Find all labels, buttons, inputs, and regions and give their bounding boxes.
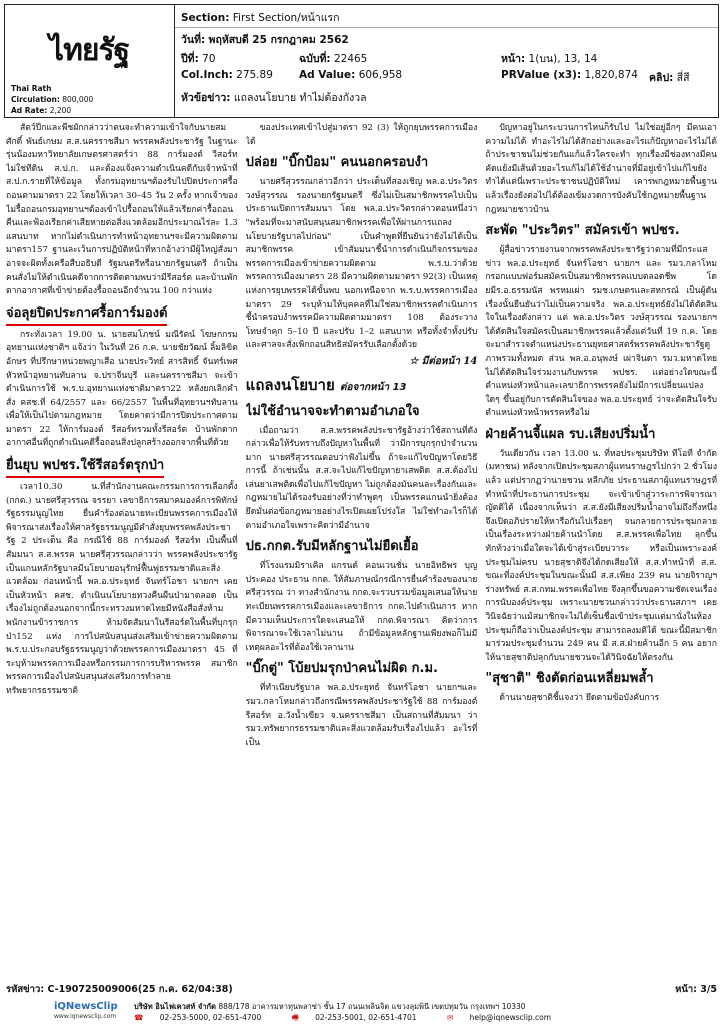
paragraph: ที่ทำเนียบรัฐบาล พล.อ.ประยุทธ์ จันทร์โอชา นายกฯและ รมว.กลาโหมกล่าวถึงกรณีพรรคพลังประชารัฐใช้ 88 การ์มองต์ รีสอร์ท อ.วังน้ำเขียว จ.นครราชสีมา เป็นสถานที่สัมมนา ว่า รมว.ทรัพยากรธรรมชาติและสิ่งแวดล้อมรับเรื่องไปแล้ว อะไรที่เป็น: [245, 683, 478, 748]
clip-value: สี่สี: [676, 72, 690, 84]
paragraph: เวลา10.30 น.ที่สำนักงานคณะกรรมการการเลือกตั้ง (กกต.) นายศรีสุวรรณ จรรยา เลขาธิการสมาคมองค์การพิทักษ์รัฐธรรมนูญไทย ยื่นคำร้องต่อนายทะเบียนพรรคการเมืองให้พิจารณาส่งเรื่องให้ศาลรัฐธรรมนูญมีคำสั่งยุบพรรคพลังประชารัฐ 2 ประเด็น คือ กรณีใช้ 88 การ์มองต์ รีสอร์ท เป็นพื้นที่สัมมนา ส.ส.พรรค นายศรีสุวรรณกล่าวว่า พรรคพลังประชารัฐเป็นแกนหลักรัฐบาลมีนโยบายอนุรักษ์ฟื้นฟูธรรมชาติและสิ่งแวดล้อม ก่อนหน้านี้ พล.อ.ประยุทธ์ จันทร์โอชา นายกฯ เคยเป็นหัวหน้า คสช. ดำเนินนโยบายทวงคืนผืนป่ามาตลอด เป็นเรื่องไม่ถูกต้องนอกจากนี้กระทรวงมหาดไทยมีหนังสือสั่งห้ามพนักงานข้าราชการ ห้ามจัดสัมนาในรีสอร์ตในพื้นที่บุกรุกป่า152 แห่ง การไปสนับสนุนส่งเสริมเข้าข่ายความผิดตาม พ.ร.บ.ประกอบรัฐธรรมนูญว่าด้วยพรรคการเมืองมาตรา 45 ที่ระบุห้ามพรรคการเมืองหรือกรรมการการบริหารพรรค สมาชิกพรรคการเมืองไปสนับสนุนส่งเสริมการทำลายทรัพยากรธรรมชาติ: [6, 482, 238, 696]
news-code-value: C-190725009006(25 ก.ค. 62/04:38): [47, 984, 233, 995]
subheading: ปล่อย "บิ๊กป้อม" คนนอกครอบงำ: [245, 155, 429, 171]
publication-meta: Thai Rath Circulation: 800,000 Ad Rate: 2,200: [11, 84, 94, 115]
page-count-value: 3/5: [700, 984, 717, 995]
section-row: Section: First Section/หน้าแรก: [181, 12, 340, 24]
page-count: หน้า: 3/5: [675, 984, 717, 995]
company-name: บริษัท อินไฟเควสท์ จำกัด: [134, 1002, 216, 1011]
headline-value: แถลงนโยบาย ทำไม่ต้องกังวล: [233, 92, 367, 104]
year-value: 70: [202, 53, 216, 65]
paragraph: เมื่อถามว่า ส.ส.พรรคพลังประชารัฐอ้างว่าใช้สถานที่ดังกล่าวเพื่อให้รับทราบถึงปัญหาในพื้นที่ ว่ามีการบุกรุกป่าจำนวนมาก นายศรีสุวรรณตอบว่าฟังไม่ขึ้น ถ้าจะแก้ไขปัญหาโดยวิธีการนี้ ถ้าเช่นนั้น ส.ส.จะไปแก้ไขปัญหายาเสพติด ส.ส.ต้องไปเล่นยาเสพติดเพื่อไปแก้ไขปัญหา ไม่ถูกต้องมันคนละเรื่องกันและกฎหมายไม่ได้รองรับอย่างที่ว่าทำพูดๆ เป็นพรรคแกนนำยิ่งต้องยึดมั่นต่อข้อกฎหมายอย่างไรเปิดเผยโปร่งใส ไม่ใช่ทำอะไรก็ได้ตามอำเภอใจเพราะคิดว่ามีอำนาจ: [245, 425, 478, 531]
newspaper-logo: ไทยรัฐ: [49, 33, 130, 68]
paragraph: กระทั่งเวลา 19.00 น. นายสมโภชน์ มณีรัตน์ โฆษกกรมอุทยานแห่งชาติฯ แจ้งว่า ในวันที่ 26 ก.ค. นายชัยวัฒน์ ลิ้มลิขิตอักษร ที่ปรึกษาหน่วยพญาเสือ นายประวิทย์ สารสิทธิ์ จันทร์เพศ หัวหน้าอุทยานทับลาน จ.ปราจีนบุรี และนครราชสีมา จะเข้าดำเนินการใช้ พ.ร.บ.อุทยานแห่งชาติมาตรา22 หลังยกเลิกคำสั่ง คสช.ที่ 64/2557 และ 66/2557 ในพื้นที่อุทยานฯทับลาน เพื่อให้เป็นไปตามกฎหมาย โดยคาดว่ามีการปิดประกาศตามมาตรา 22 ให้การ์มองต์ รีสอร์ทรวมทั้งรีสอร์ต บ้านพักตากอากาศอื่นที่ถูกดำเนินคดีรื้อถอนสิ่งปลูกสร้างออกจากพื้นที่ด้วย: [6, 329, 238, 449]
publication-name: Thai Rath: [11, 84, 52, 93]
subheading: สะพัด "ประวิตร" สมัครเข้า พปชร.: [485, 223, 680, 239]
prvalue-row: PRValue (x3): 1,820,874: [501, 69, 638, 81]
iqnewsclip-logo: iQNewsClip www.iqnewsclip.com: [54, 1001, 118, 1020]
paragraph: ด้านนายสุชาติชี้แจงว่า ยึดตามข้อบังคับการ: [499, 693, 660, 704]
section-value: First Section/หน้าแรก: [232, 12, 340, 24]
paragraph: ปัญหาอยู่ในกระบวนการไหนก็รับไป ไม่ใช่อยู่อีกๆ มีคนเอาความไม่ได้ ทำอะไรไม่ได้สักอย่างและอะไรแก้ปัญหาอะไรไม่ได้ ถ้าประชาชนไม่ช่วยกันแก้แล้วใครจะทำ ทุกเรื่องมีช่องทางมีคนคัดแย้งมีเส้นด้วยอะไรแก้ไม่ได้ใช้อำนาจที่มีอยู่เข้าไปแก้ไขยังทำได้แต่นี่เพราะประชาชนปฏิบัติใหม่ เคารพกฎหมายพื้นฐานแล้วเรื่องยังต่อไปได้ต้องเข้มงวดการบังคับใช้กฎหมายพื้นฐาน กฎหมายชาวบ้าน: [485, 123, 717, 215]
fax-number: 02-253-5001, 02-651-4701: [315, 1013, 417, 1022]
column-3: [485, 122, 717, 974]
continued-from: ต่อจากหน้า 13: [340, 381, 407, 393]
date-value: พฤหัสบดี 25 กรกฎาคม 2562: [208, 34, 349, 46]
iq-site: www.iqnewsclip.com: [54, 1013, 117, 1020]
headline-row: หัวข้อข่าว: แถลงนโยบาย ทำไม่ต้องกังวล: [181, 92, 367, 104]
email-icon: ✉: [446, 1013, 454, 1022]
column-1: [6, 122, 238, 974]
paragraph: วันเดียวกัน เวลา 13.00 น. ที่หอประชุมบริษัท ทีโอที จำกัด (มหาชน) หลังจากเปิดประชุมสภาผู้แทนราษฎรไปกว่า 2 ชั่วโมงแล้ว แต่ปรากฏว่านายชวน หลีกภัย ประธานสภาผู้แทนราษฎรที่ทำหน้าที่ประธานการประชุม จะเข้าเข้าสู่วาระการพิจารณาญัตติได้ เนื่องจากเห็นว่า ส.ส.ยังมีเสียงปริ่มน้ำอาจไม่ถึงกึ่งหนึ่ง จึงเปิดอภิปรายให้หารือกันไปเรื่อยๆ จนกลายการประชุมกลายเป็นเรื่องระหว่างฝ่ายค้านนำโดย ส.ส.พรรคเพื่อไทย ลุกขึ้นทักท้วงว่าเมื่อใดจะได้เข้าสู่ระเบียบวาระ หรือเป็นเพราะองค์ประชุมไม่ครบ นายสุชาติจึงได้กดเสียงให้ ส.ส.ทำหน้าที่ ส.ส. ขณะที่องค์ประชุมในขณะนั้นมี ส.ส.เพียง 239 คน นายจิราญฯ ร่างทรัพย์ ส.ส.กทม.พรรคเพื่อไทย จึงลุกขึ้นขอความชัดเจนเรื่องการนับองค์ประชุม เพราะนายชวนกล่าวว่าประธานสภาฯ เคยวินิจฉัยว่าแม้สมาชิกจะไม่ได้เซ็นชื่อเข้าประชุมแต่มานั่งในห้องประชุมก็ถือว่าเป็นองค์ประชุม สามารถลงมติได้ ขณะนี้มีสมาชิกมาร่วมประชุมจำนวน 249 คน มี ส.ส.ฝ่ายค้านอีก 5 คน อยากให้นายสุชาติปลุกกับนายชวนจะได้วินิจฉัยให้ตรงกัน: [485, 448, 717, 663]
page-row: หน้า: 1(บน), 13, 14: [501, 53, 598, 65]
paragraph: ที่โรงแรมมิราเคิล แกรนด์ คอนเวนชั่น นายอิทธิพร บุญประคอง ประธาน กกต. ให้สัมภาษณ์กรณีการยื่นคำร้องของนายศรีสุวรรณ ว่า ทางสำนักงาน กกต.จะรวบรวมข้อมูลเสนอให้นายทะเบียนพรรคการเมืองและเลขาธิการ กกต.ไปดำเนินการ หากมีความเห็นประการใดจะเสนอให้ กกต.พิจารณา คิดว่าการพิจารณาจะใช้เวลาไม่นาน ถ้ามีข้อมูลหลักฐานเพียงพอก็ไม่มีเหตุผลอะไรที่ต้องใช้เวลานาน: [245, 561, 478, 653]
clip-row: คลิป: สี่สี: [649, 72, 690, 84]
provider-bar: [0, 1000, 723, 1024]
phone-icon: ☎: [134, 1013, 144, 1022]
subheading: "สุชาติ" ชิงตัดก่อนเหลี่ยมพล้ำ: [485, 671, 654, 687]
issue-row: ฉบับที่: 22465: [299, 53, 368, 65]
paragraph: นายศรีสุวรรณกล่าวอีกว่า ประเด็นที่สองเชิญ พล.อ.ประวิตร วงษ์สุวรรณ รองนายกรัฐมนตรี ซึ่งไม่เป็นสมาชิกพรรคไปเป็นประธานเปิดการสัมมนา โดย พล.อ.ประวิตรกล่าวตอนหนึ่งว่า "พร้อมที่จะมาสนับสนุนสมาชิกพรรคเพื่อให้ผ่านการแถลงนโยบายรัฐบาลไปก่อน" เป็นคำพูดที่ยืนยันว่ายังไม่ได้เป็นสมาชิกพรรค เข้าสัมมนาชี้นำการดำเนินกิจกรรมของพรรคการเมืองเข้าข่ายความผิดตาม พ.ร.บ.ว่าด้วยพรรคการเมืองมาตรา 28 มีความผิดตามมาตรา 92(3) เป็นเหตุแห่งการยุบพรรคได้ขั้นพบ นอกเหนือจาก พ.ร.บ.พรรคการเมืองมาตรา 29 ระบุห้ามให้บุคคลที่ไม่ใช่สมาชิกพรรคดำเนินการชี้นำครอบงำพรรคมีความผิดตามมาตรา 108 ต้องระวางโทษจำคุก 5–10 ปี และปรับ 1–2 แสนบาท หรือทั้งจำทั้งปรับ และศาลจะสั่งเพิกถอนสิทธิสมัครรับเลือกตั้งด้วย: [245, 177, 478, 351]
clip-footer: [6, 982, 717, 997]
adrate-value: 2,200: [49, 106, 72, 115]
column-2: [246, 122, 478, 974]
colinch-value: 275.89: [236, 69, 273, 81]
article-body: [6, 122, 717, 974]
prvalue-value: 1,820,874: [584, 69, 638, 81]
provider-contact: [134, 1001, 579, 1023]
advalue-row: Ad Value: 606,958: [299, 69, 403, 81]
subheading: ปธ.กกต.รับมีหลักฐานไม่ยืดเยื้อ: [245, 539, 419, 555]
divider: [175, 27, 718, 28]
colinch-row: Col.Inch: 275.89: [181, 69, 273, 81]
advalue-value: 606,958: [358, 69, 403, 81]
subheading: ฝ่ายค้านจี้แผล รบ.เสียงปริ่มน้ำ: [485, 426, 656, 442]
clip-info: [175, 5, 718, 117]
subheading: "บิ๊กตู่" โบ้ยปมรุกป่าคนไม่ผิด ก.ม.: [245, 661, 438, 677]
news-code: รหัสข่าว: C-190725009006(25 ก.ค. 62/04:38): [6, 984, 233, 995]
fax-icon: 🖷: [291, 1013, 299, 1022]
subheading: ไม่ใช้อำนาจจะทำตามอำเภอใจ: [245, 403, 420, 419]
year-row: ปีที่: 70: [181, 53, 216, 65]
logo-box: [5, 5, 175, 117]
paragraph: ผู้สื่อข่าวรายงานจากพรรคพลังประชารัฐว่าตามที่มีกระแสข่าว พล.อ.ประยุทธ์ จันทร์โอชา นายกฯ และ รมว.กลาโหม กรอกแบบฟอร์มสมัครเป็นสมาชิกพรรคแบบตลอดชีพ โดยมีร.อ.ธรรมนัส พรหมเผ่า รมช.เกษตรและสหกรณ์ เป็นผู้ดันเรื่องนั้นยืนยันว่าไม่เป็นความจริง พล.อ.ประยุทธ์ยังไม่ได้ตัดสินใจในเรื่องดังกล่าว แต่ พล.อ.ประวิตร วงษ์สุวรรณ รองนายกฯ ได้ตัดสินใจสมัครเป็นสมาชิกพรรคแล้วตั้งแต่วันที่ 19 ก.ค. โดยจะมาสำรวจตำแหน่งประธานยุทธศาสตร์พรรคพลังประชารัฐดูภาพรวมทั้งหมด ส่วน พล.อ.อนุพงษ์ เผ่าจินดา รมว.มหาดไทย ไม่ได้ตัดสินใจร่วมงานกับพรรค พปชร. แต่อย่างใดขณะนี้ตำแหน่งหัวหน้าและเลขาธิการพรรคยังไม่มีการเปลี่ยนแปลงใดๆ ขึ้นอยู่กับการตัดสินใจของ พล.อ.ประยุทธ์ ว่าจะตัดสินใจรับตำแหน่งหัวหน้าพรรคหรือไม่: [485, 245, 717, 419]
paragraph: สัตว์ปีกและพืชผักกล่าวว่าตนจะทำความเข้าใจกับนายสมศักดิ์ พันธ์เกษม ส.ส.นครราชสีมา พรรคพลังประชารัฐ ในฐานะรุ่นน้องมหาวิทยาลัยเกษตรศาสตร์ว่า 88 การ์มองต์ วีสอร์ท ไม่ใช่ทีดิน ส.ป.ก. และต้องแจ้งความดำเนินคดีกับเจ้าหน้าที่ ส.ป.ก.รายที่ให้ข้อมูล ทั้งกรมอุทยานฯต้องรับไปปิดประกาศรื้อถอนตามมาตรา 22 โดยให้เวลา 30–45 วัน 2 ครั้ง หากเจ้าของไม่รื้อถอนกรมอุทยานฯต้องเข้าไปรื้อถอนให้แล้วเรียกค่ารื้อถอนคืนและฟ้องเรียกค่าเสียหายต่อสิ่งแวดล้อมอีกประมาณไร่ละ 1.3 แสนบาท หากไม่ดำเนินการทำหน้าอุทยานฯจะมีความผิดตามมาตรา157 ฐานละเว้นการปฏิบัติหน้าที่หากอ้างว่ามีผู้ใหญ่สั่งมาอาจจะผิดทั้งเครือสืบอธิบดี รัฐมนตรีหรือนายกรัฐมนตรี ถ้าเป็นคนสั่งไม่ให้ดำเนินคดีจากการติดตามพบว่ามีรีสอร์ต และบ้านพักตากอากาศที่เข้าข่ายต้องรื้อถอนอีกจำนวน 100 กว่าแห่ง: [6, 123, 238, 297]
phone-number: 02-253-5000, 02-651-4700: [159, 1013, 262, 1022]
page-value: 1(บน), 13, 14: [528, 53, 598, 65]
company-address: 888/178 อาคารมหาทุนพลาซ่า ชั้น 17 ถนนเพลินจิต แขวงลุมพินี เขตปทุมวัน กรุงเทพฯ 10330: [218, 1002, 526, 1011]
email-address: help@iqnewsclip.com: [469, 1013, 552, 1022]
continuation-heading: แถลงนโยบาย ต่อจากหน้า 13: [245, 375, 407, 394]
paragraph: ของประเทศเข้าไปสู่มาตรา 92 (3) ให้ถูกยุบพรรคการเมืองได้: [245, 123, 478, 147]
subheading: ยื่นยุบ พปชร.ใช้รีสอร์ตรุกป่า: [6, 456, 164, 478]
issue-value: 22465: [333, 53, 368, 65]
subheading: จ่อลุยปิดประกาศรื้อการ์มองต์: [6, 304, 167, 326]
continued-marker: ☆ มีต่อหน้า 14: [409, 355, 478, 367]
clip-header: [4, 4, 719, 118]
date-row: วันที่: พฤหัสบดี 25 กรกฎาคม 2562: [181, 34, 349, 46]
circulation-value: 800,000: [62, 95, 94, 104]
